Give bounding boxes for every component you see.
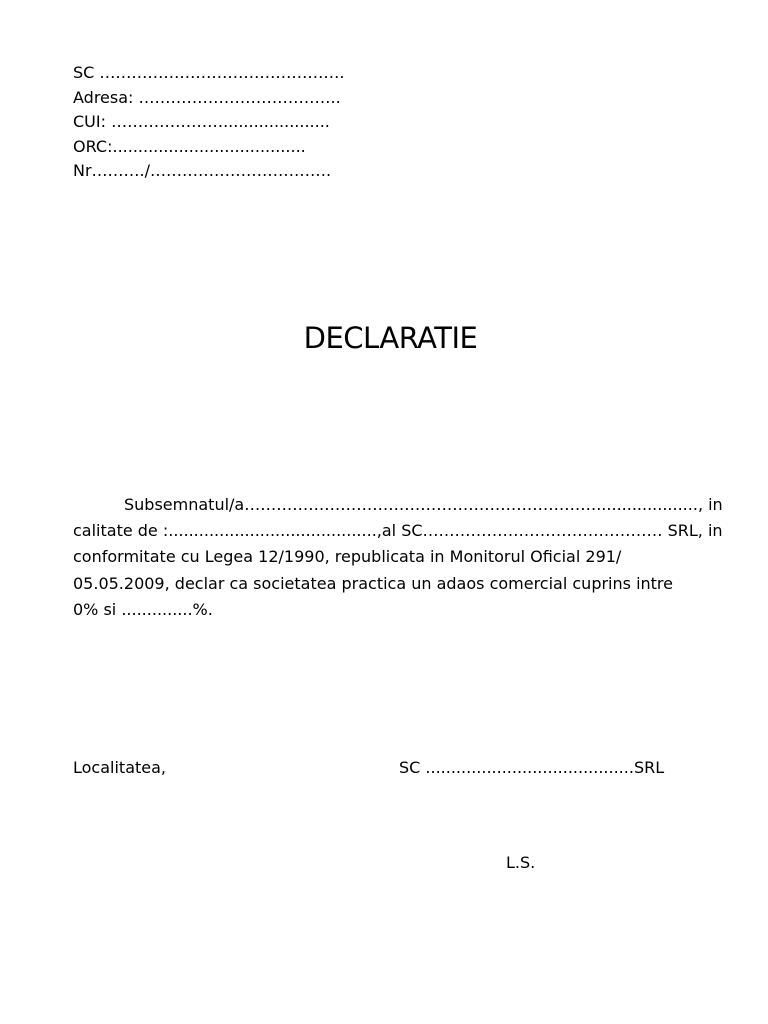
declaration-line-1: Subsemnatul/a…………………………………………………………...................., in xyxy=(124,495,723,514)
company-header-block xyxy=(73,61,393,184)
declaration-body xyxy=(73,492,725,623)
document-title: DECLARATIE xyxy=(303,321,478,355)
company-signature-line: SC .........................................SRL xyxy=(399,758,665,777)
registration-number-line: Nr………./……………………………. xyxy=(73,161,332,180)
company-address-line: Adresa: ……………………………….. xyxy=(73,87,341,107)
locality-label: Localitatea, xyxy=(73,758,166,777)
company-name-line: SC ………………………………………. xyxy=(73,63,345,82)
declaration-line-2: calitate de :.........................................,al SC……………………………………… SRL, in xyxy=(73,521,723,541)
declaration-line-4: 05.05.2009, declar ca societatea practica un adaos comercial cuprins intre xyxy=(73,573,673,593)
company-cui-line: CUI: …………………..................... xyxy=(73,112,330,131)
company-orc-line: ORC:...................................... xyxy=(73,136,306,156)
declaration-line-3: conformitate cu Legea 12/1990, republicata in Monitorul Oficial 291/ xyxy=(73,547,622,567)
declaration-line-5: 0% si ..............%. xyxy=(73,599,213,619)
stamp-placeholder: L.S. xyxy=(506,853,536,872)
